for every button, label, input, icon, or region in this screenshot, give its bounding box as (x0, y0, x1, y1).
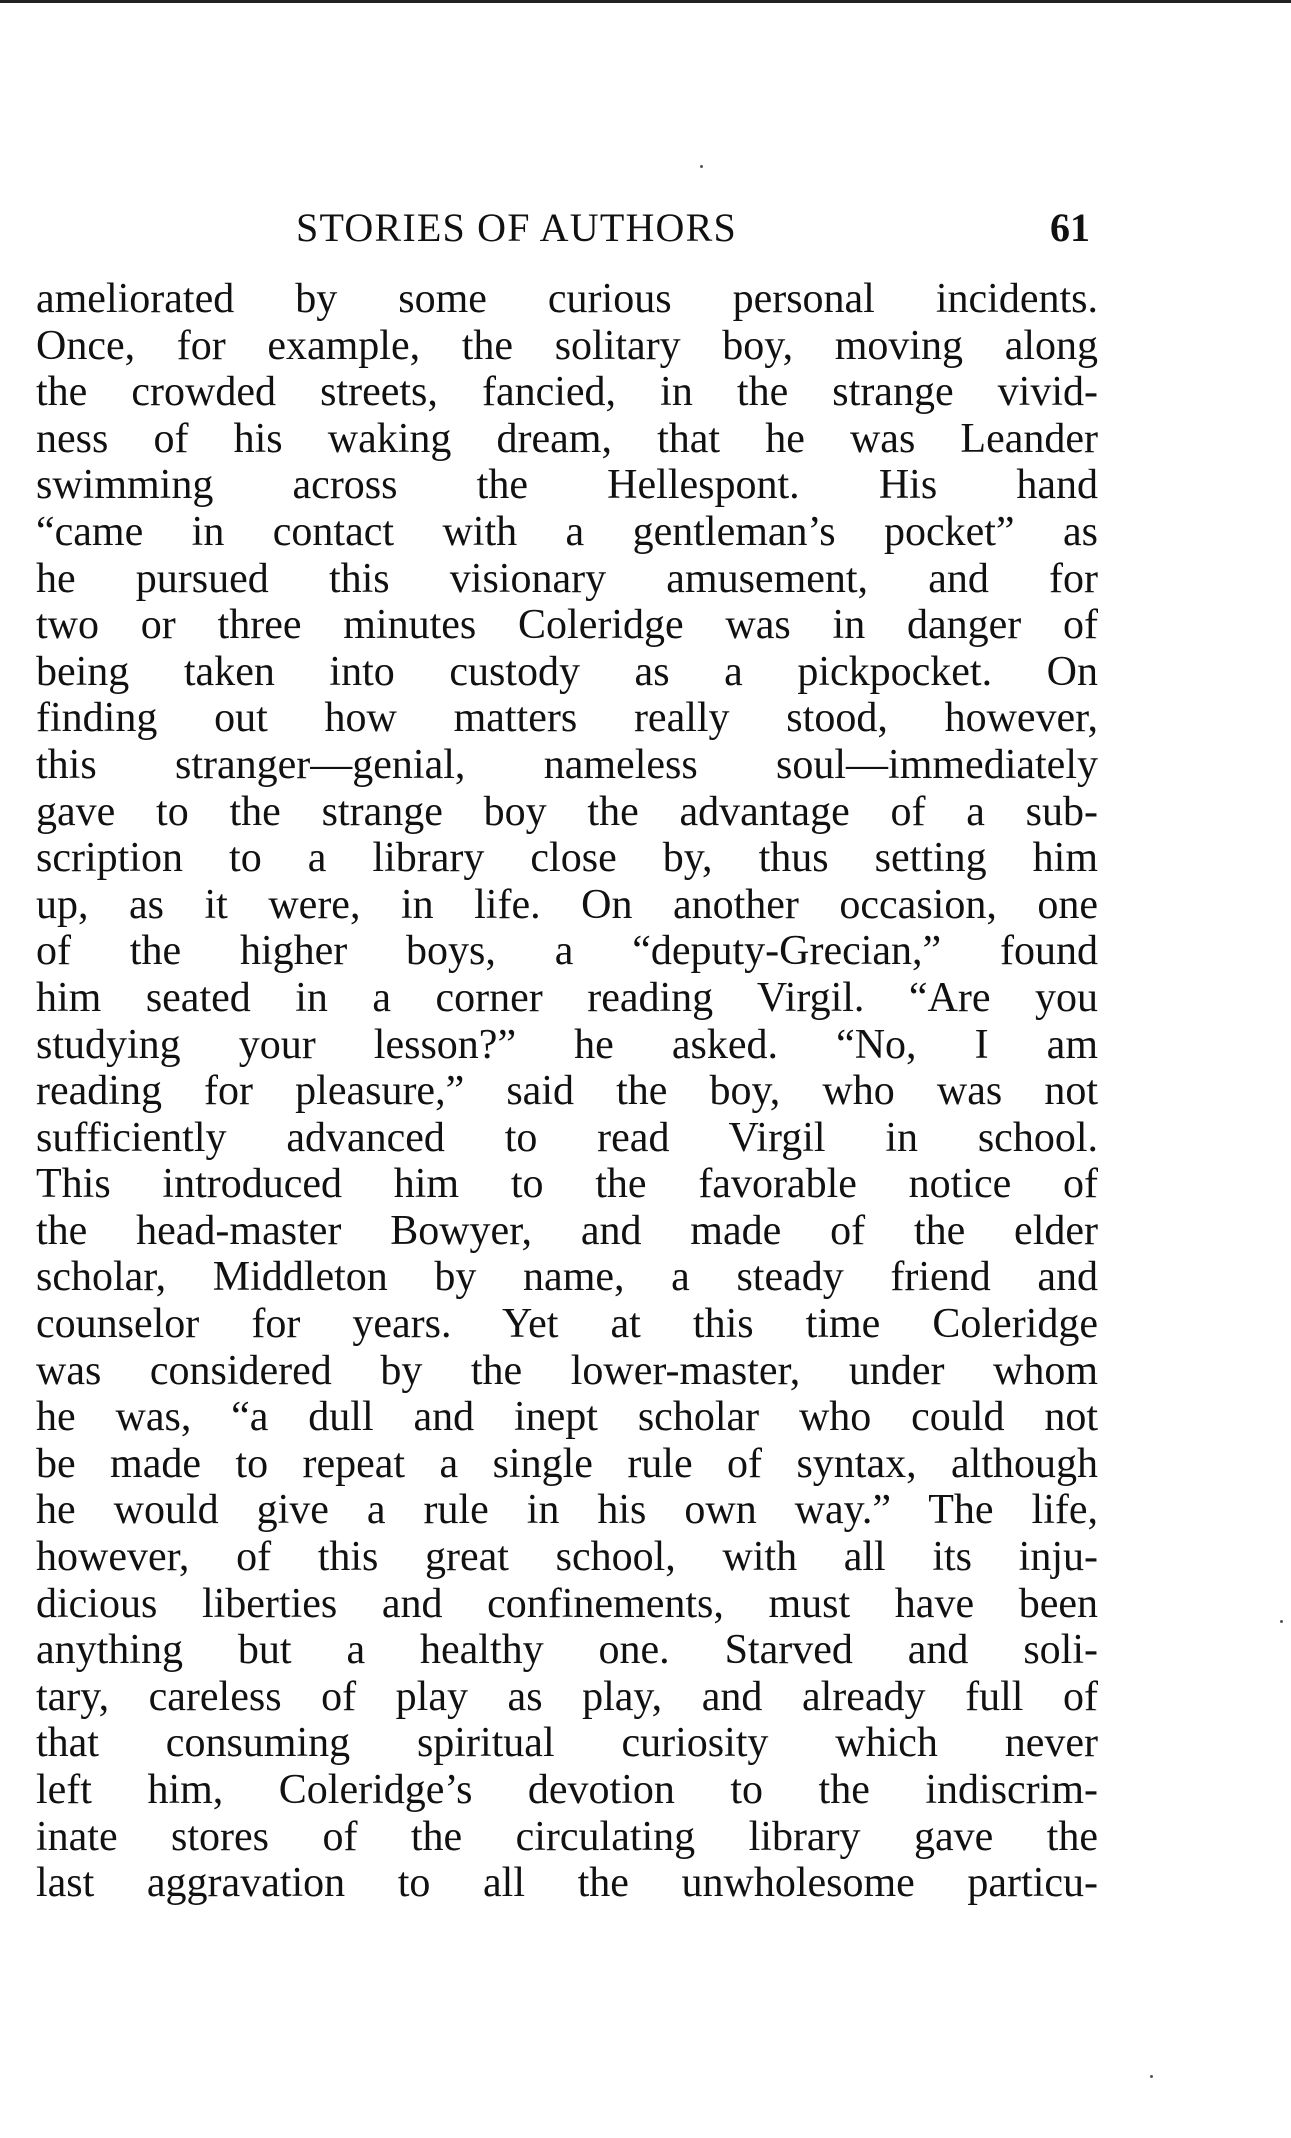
text-line: however, of this great school, with all its inju- (36, 1534, 1098, 1581)
page-header (0, 202, 1291, 262)
text-line: the crowded streets, fancied, in the strange vivid- (36, 369, 1098, 416)
text-line: studying your lesson?” he asked. “No, I am (36, 1021, 1098, 1068)
running-head: STORIES OF AUTHORS (296, 205, 737, 250)
paper-speck (1280, 1620, 1283, 1623)
text-line: last aggravation to all the unwholesome particu- (36, 1860, 1098, 1907)
text-line: left him, Coleridge’s devotion to the indiscrim- (36, 1767, 1098, 1813)
text-line: he would give a rule in his own way.” The life, (36, 1487, 1098, 1534)
text-line: sufficiently advanced to read Virgil in school. (36, 1114, 1098, 1161)
text-line: reading for pleasure,” said the boy, who was not (36, 1068, 1098, 1115)
text-line: be made to repeat a single rule of syntax, although (36, 1440, 1098, 1487)
text-line: tary, careless of play as play, and already full of (36, 1673, 1098, 1720)
paper-speck (1150, 2075, 1153, 2078)
text-line: he was, “a dull and inept scholar who could not (36, 1394, 1098, 1441)
page-number: 61 (1050, 205, 1090, 250)
text-line: being taken into custody as a pickpocket. On (36, 648, 1098, 695)
text-line: of the higher boys, a “deputy-Grecian,” found (36, 928, 1098, 975)
text-line: dicious liberties and confinements, must have been (36, 1580, 1098, 1627)
text-line: scription to a library close by, thus setting him (36, 835, 1098, 882)
text-line: up, as it were, in life. On another occasion, one (36, 881, 1098, 928)
text-line: ameliorated by some curious personal incidents. (36, 276, 1098, 322)
text-line: gave to the strange boy the advantage of a sub- (36, 788, 1098, 835)
text-line: “came in contact with a gentleman’s pocket” as (36, 508, 1098, 555)
text-line: two or three minutes Coleridge was in danger of (36, 602, 1098, 649)
text-line: him seated in a corner reading Virgil. “Are you (36, 974, 1098, 1021)
text-line: anything but a healthy one. Starved and soli- (36, 1627, 1098, 1674)
text-line: was considered by the lower-master, under whom (36, 1347, 1098, 1394)
text-line: This introduced him to the favorable notice of (36, 1161, 1098, 1208)
text-line: counselor for years. Yet at this time Coleridge (36, 1301, 1098, 1348)
top-edge-rule (0, 0, 1291, 3)
text-line: scholar, Middleton by name, a steady friend and (36, 1254, 1098, 1301)
text-line: the head-master Bowyer, and made of the elder (36, 1207, 1098, 1254)
text-line: finding out how matters really stood, however, (36, 695, 1098, 742)
body-text (36, 276, 1098, 1907)
text-line: Once, for example, the solitary boy, moving along (36, 322, 1098, 369)
text-line: this stranger—genial, nameless soul—immediately (36, 741, 1098, 788)
text-line: that consuming spiritual curiosity which never (36, 1720, 1098, 1767)
paper-speck (700, 165, 703, 168)
text-line: inate stores of the circulating library gave the (36, 1813, 1098, 1860)
text-line: swimming across the Hellespont. His hand (36, 462, 1098, 509)
text-line: he pursued this visionary amusement, and for (36, 555, 1098, 602)
text-line: ness of his waking dream, that he was Leander (36, 415, 1098, 462)
